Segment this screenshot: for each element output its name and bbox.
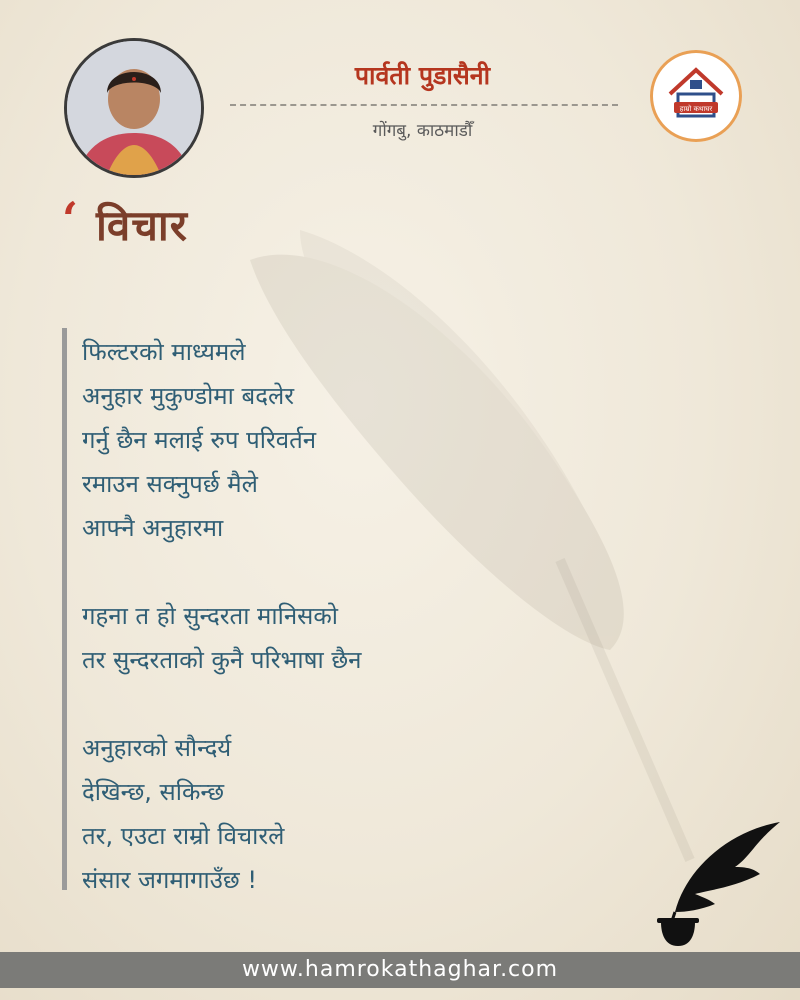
- poem-line: तर सुन्दरताको कुनै परिभाषा छैन: [82, 646, 362, 674]
- quill-inkpot-icon: [655, 812, 785, 952]
- footer-website[interactable]: www.hamrokathaghar.com: [0, 952, 800, 988]
- poem-line: फिल्टरको माध्यमले: [82, 338, 246, 366]
- author-location: गोंगबु, काठमाडौँ: [372, 121, 473, 141]
- stanza-gap: [82, 550, 602, 594]
- poem-line: तर, एउटा राम्रो विचारले: [82, 822, 285, 850]
- name-divider: [230, 104, 618, 106]
- poem-line: आफ्नै अनुहारमा: [82, 514, 224, 542]
- poem-line: देखिन्छ, सकिन्छ: [82, 778, 225, 806]
- poem-body: [82, 330, 602, 902]
- poem-side-bar: [62, 328, 67, 890]
- poem-line: संसार जगमागाउँछ !: [82, 866, 257, 894]
- author-name: पार्वती पुडासैनी: [354, 61, 491, 90]
- poem-line: अनुहारको सौन्दर्य: [82, 734, 232, 762]
- stanza-gap: [82, 682, 602, 726]
- poem-line: गर्नु छैन मलाई रुप परिवर्तन: [82, 426, 317, 454]
- poem-line: अनुहार मुकुण्डोमा बदलेर: [82, 382, 295, 410]
- quote-mark-icon: ‘: [62, 192, 79, 246]
- poem-line: रमाउन सक्नुपर्छ मैले: [82, 470, 258, 498]
- poem-line: गहना त हो सुन्दरता मानिसको: [82, 602, 339, 630]
- logo-text: हाम्रो कथाघर: [679, 105, 713, 113]
- author-avatar: [64, 38, 204, 178]
- poem-title: विचार: [96, 201, 188, 250]
- site-logo: [650, 50, 742, 142]
